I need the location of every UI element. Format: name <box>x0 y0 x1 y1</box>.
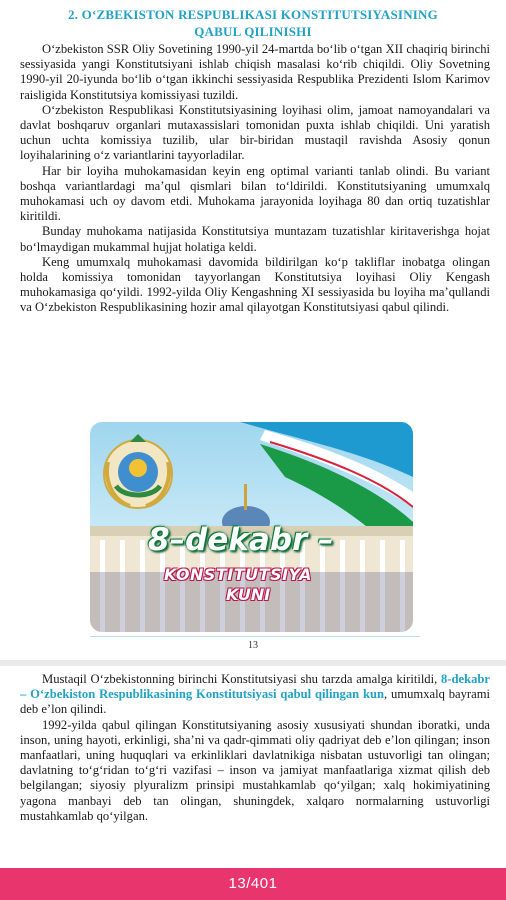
paragraph: O‘zbekiston Respublikasi Konstitutsiyasining loyihasi olim, jamoat namoyandalari va davlat boshqaruv organlari mutaxassislari tomonidan puxta ishlab chiqildi. Uni yaratish uchun uchta komissiya tuzilib, ular bir-biridan mustaqil ravishda Asosiy qonun loyihalarining o‘z variantlarini tayyorladilar. <box>20 102 490 163</box>
paragraph: O‘zbekiston SSR Oliy Sovetining 1990-yil 24-martda bo‘lib o‘tgan XII chaqiriq birinchi sessiyasida yangi Konstitutsiyani ishlab chiqish masalasi ko‘rib chiqildi. Oliy Sovetning 1990-yil 20-iyunda bo‘lib o‘tgan ikkinchi sessiyasida Respublika Prezidenti Islom Karimov raisligida Konstitutsiya komissiyasi tuzildi. <box>20 42 490 102</box>
paragraph-text: , umumxalq bayrami deb e’lon qilindi. <box>20 687 491 717</box>
book-page-14 <box>0 666 506 866</box>
footer-divider <box>90 636 420 637</box>
paragraph-text: Mustaqil O‘zbekistonning birinchi Konstitutsiyasi shu tarzda amalga kiritildi, <box>42 672 442 686</box>
constitution-day-poster <box>90 422 413 632</box>
paragraph: Keng umumxalq muhokamasi davomida bildirilgan ko‘p takliflar inobatga olingan holda komissiya tomonidan tayyorlangan Konstitutsiya loyihasi Oliy Kengash muhokamasiga qo‘yildi. 1992-yilda Oliy Kengashning XI sessiyasida bu loyiha ma’qullandi va O‘zbekiston Respublikasining hozir amal qilayotgan Konstitutsiyasi qabul qilindi. <box>20 254 490 315</box>
page-14-body <box>20 672 490 824</box>
page-indicator: 13/401 <box>228 875 278 892</box>
highlighted-text: 8-dekabr – O‘zbekiston Respublikasining Konstitutsiyasi qabul qilingan kun <box>20 672 490 702</box>
section-heading <box>20 6 486 40</box>
poster-title-line-3: KUNI <box>226 585 271 604</box>
heading-line-1: 2. O‘ZBEKISTON RESPUBLIKASI KONSTITUTSIYASINING <box>68 7 438 22</box>
poster-title-date: 8–dekabr – <box>148 522 334 558</box>
poster-title-line-2: KONSTITUTSIYA <box>164 565 312 584</box>
paragraph: Bunday muhokama natijasida Konstitutsiya muntazam tuzatishlar kiritaverishga hojat bo‘lmaydigan mukammal hujjat holatiga keldi. <box>20 224 490 254</box>
paragraph: Har bir loyiha muhokamasidan keyin eng optimal varianti tanlab olindi. Bu variant boshqa variantlardagi ma’qul qismlari bilan to‘ldirildi. Konstitutsiyaning umumxalq muhokamasi uch oy davom etdi. Muhokama jarayonida loyihaga 80 dan ortiq tuzatishlar kiritildi. <box>20 163 490 224</box>
paragraph: 1992-yilda qabul qilingan Konstitutsiyaning asosiy xususiyati shundan iboratki, unda inson, uning hayoti, erkinligi, sha’ni va qadr-qimmati oliy qadriyat deb e’lon qilingan; inson manfaatlari, uning huquqlari va erkinliklari davlatnikiga nisbatan ustuvorligi tan olingan; davlatning to‘g‘ridan to‘g‘ri vazifasi – inson va jamiyat manfaatlariga xizmat qilish deb belgilangan; siyosiy plyuralizm prinsipi mustahkamlab qo‘yilgan; xalq hokimiyatining yagona manbayi deb tan olingan, shuningdek, xalqaro normalarning ustuvorligi mustahkamlab qo‘yilgan. <box>20 717 490 823</box>
paragraph <box>20 672 490 718</box>
page-13-body <box>20 42 490 316</box>
page-number: 13 <box>248 640 258 651</box>
heading-line-2: QABUL QILINISHI <box>194 24 312 39</box>
